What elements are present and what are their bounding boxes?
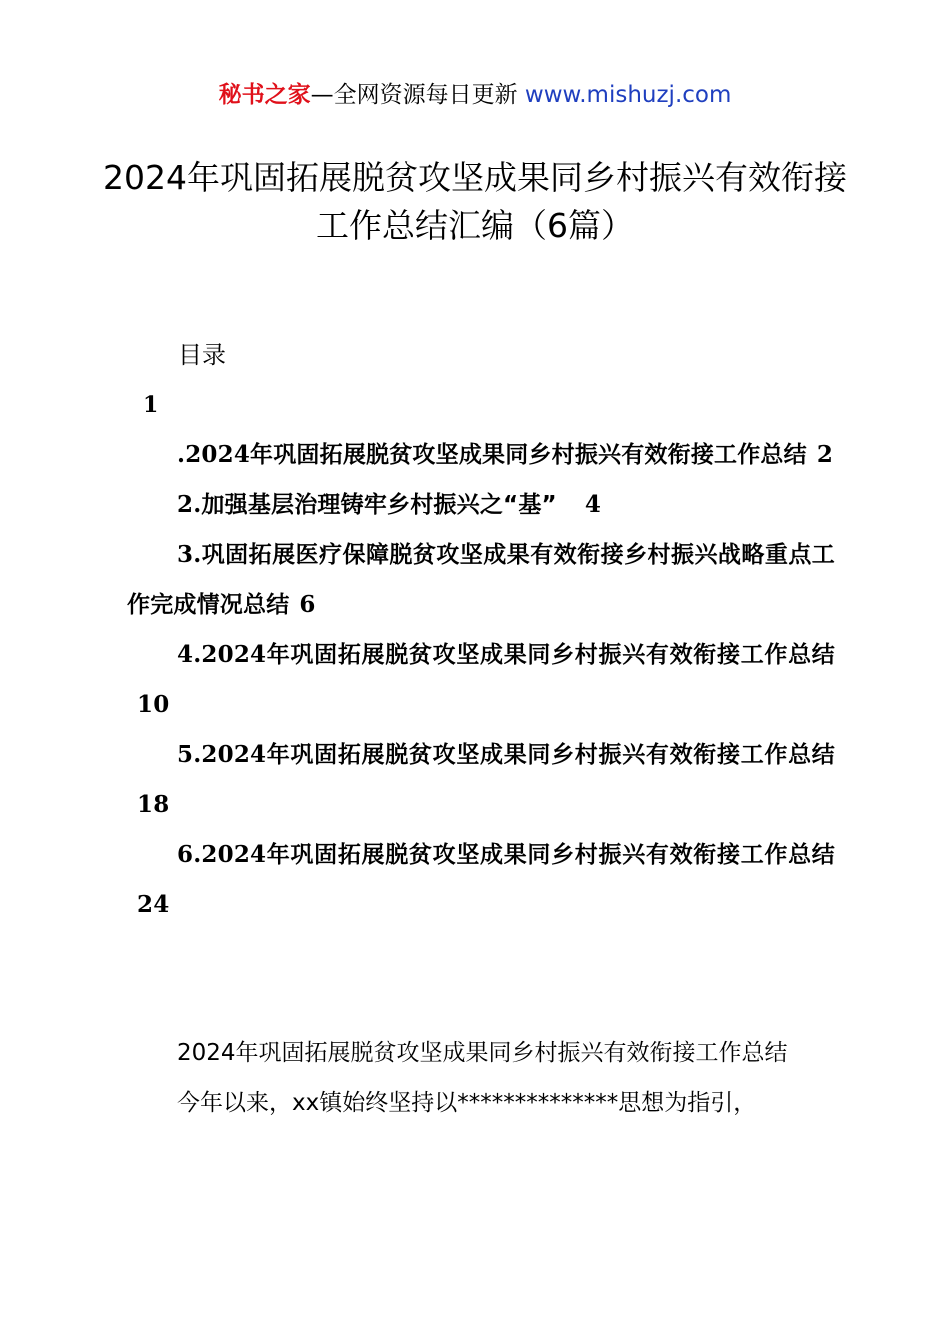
toc-entry-number: 4.2024 (177, 641, 267, 668)
toc-entry-number: 6.2024 (177, 841, 267, 868)
document-body (127, 1028, 835, 1128)
toc-entry-2[interactable] (127, 480, 835, 530)
toc-entry-page: 6 (299, 591, 316, 618)
toc-entry-1[interactable] (127, 430, 835, 480)
toc-entry-6[interactable] (127, 830, 835, 930)
toc-entry-page: 10 (137, 691, 170, 718)
document-title: 2024年巩固拓展脱贫攻坚成果同乡村振兴有效衔接工作总结汇编（6篇） (103, 158, 847, 245)
toc-entry-text: 巩固拓展医疗保障脱贫攻坚成果有效衔接乡村振兴战略重点工作完成情况总结 (127, 542, 835, 618)
toc-entry-page: 2 (816, 441, 834, 468)
toc-entry-5[interactable] (127, 730, 835, 830)
toc-entry-number: 5.2024 (177, 741, 267, 768)
toc-entry-text: 年巩固拓展脱贫攻坚成果同乡村振兴有效衔接工作总结 (266, 842, 835, 868)
site-banner (0, 78, 950, 112)
body-paragraph: 今年以来，xx镇始终坚持以**************思想为指引， (177, 1090, 757, 1116)
toc-entry-text: 加强基层治理铸牢乡村振兴之“基” (201, 492, 557, 518)
toc-entry-number: 2. (177, 491, 202, 518)
toc-entry-text: 年巩固拓展脱贫攻坚成果同乡村振兴有效衔接工作总结 (266, 642, 835, 668)
toc-number-one: 1 (143, 392, 159, 418)
toc-entry-page: 4 (584, 491, 602, 518)
toc-entry-4[interactable] (127, 630, 835, 730)
toc-entry-text: 年巩固拓展脱贫攻坚成果同乡村振兴有效衔接工作总结 (250, 442, 807, 468)
toc-entry-text: 年巩固拓展脱贫攻坚成果同乡村振兴有效衔接工作总结 (266, 742, 835, 768)
table-of-contents (127, 430, 835, 930)
toc-entry-number: .2024 (177, 441, 251, 468)
banner-tagline: —全网资源每日更新 (310, 82, 518, 108)
section-title: 2024年巩固拓展脱贫攻坚成果同乡村振兴有效衔接工作总结 (177, 1040, 788, 1066)
site-url-link[interactable]: www.mishuzj.com (524, 82, 732, 108)
toc-entry-page: 18 (137, 791, 170, 818)
toc-entry-number: 3. (177, 541, 202, 568)
toc-entry-3[interactable] (127, 530, 835, 630)
toc-entry-page: 24 (137, 891, 170, 918)
toc-heading: 目录 (178, 341, 226, 369)
brand-name: 秘书之家 (218, 82, 311, 108)
